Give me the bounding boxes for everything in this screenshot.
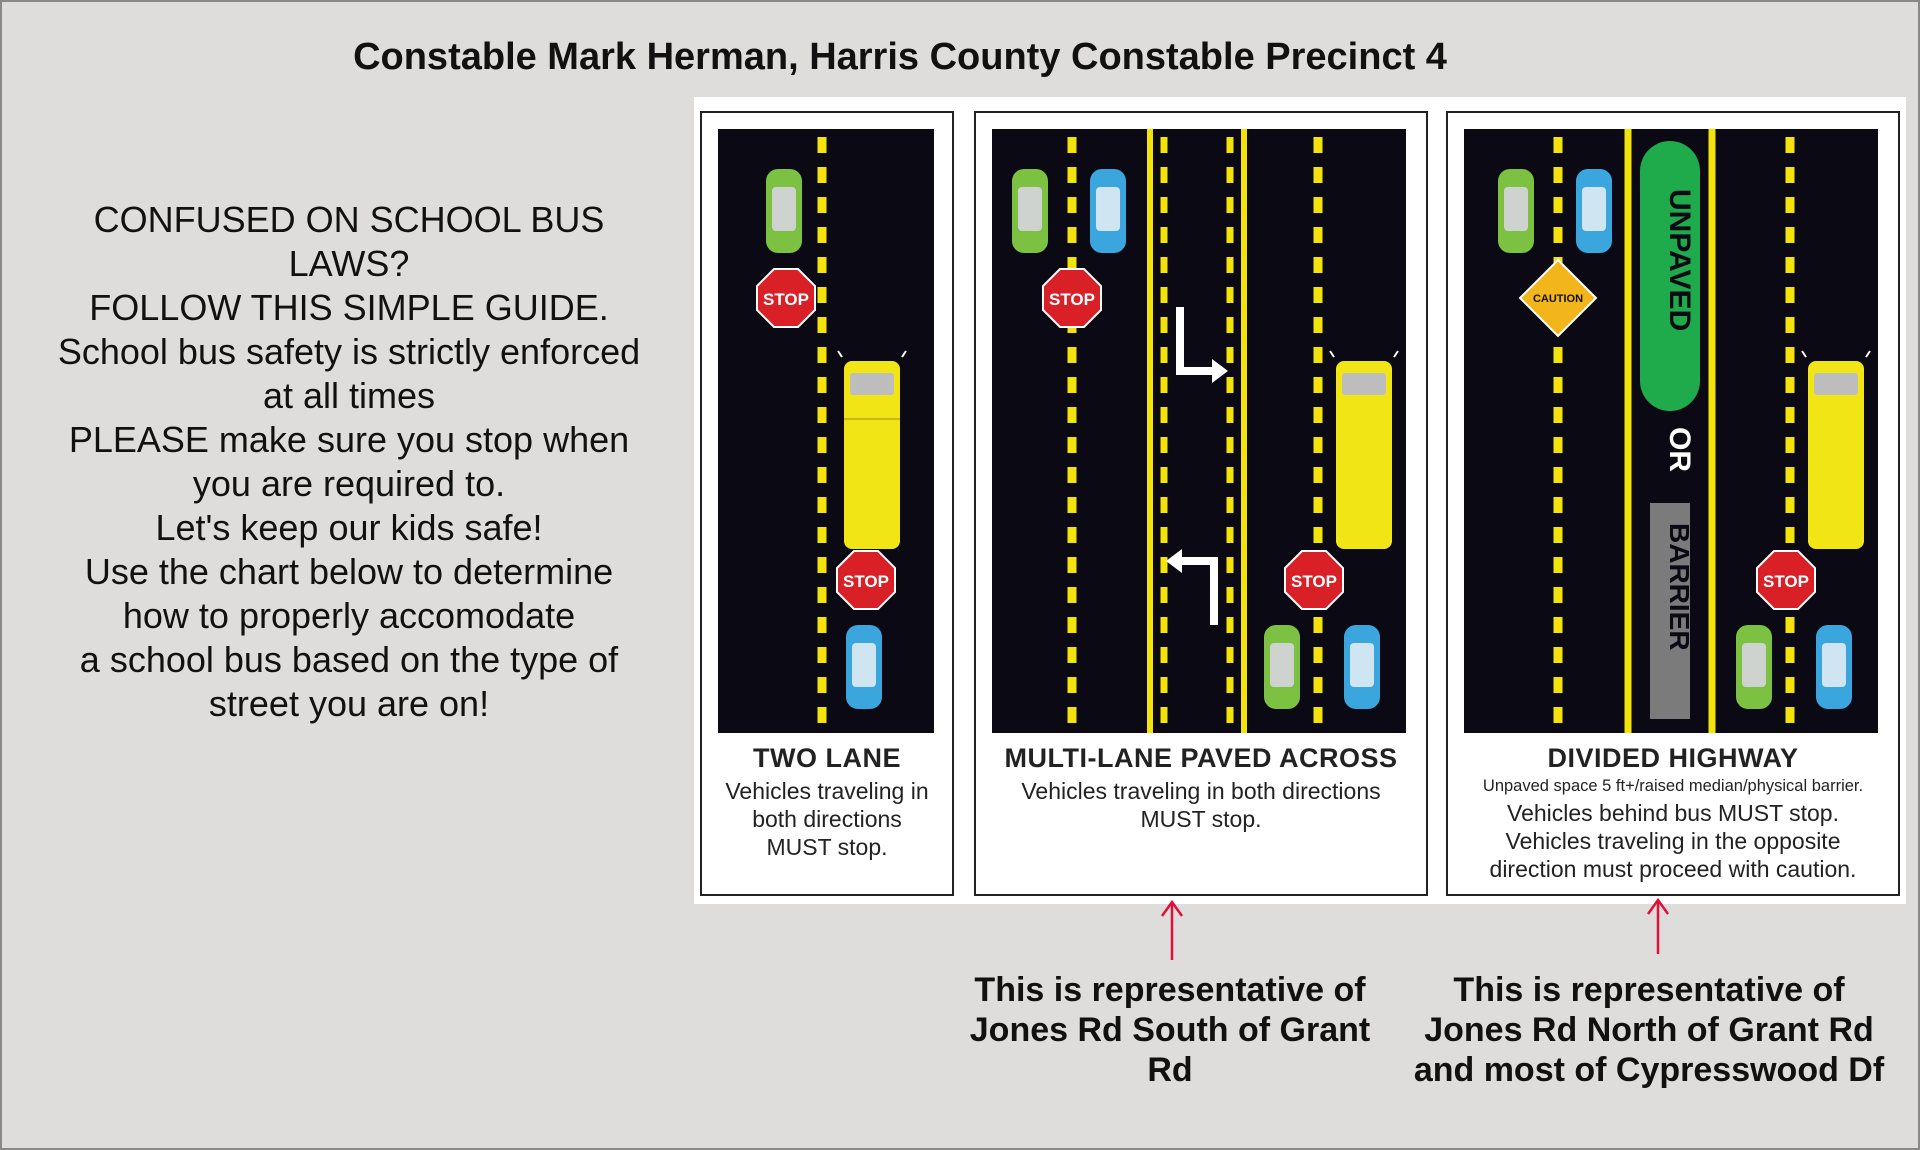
school-bus-infographic bbox=[694, 97, 1906, 904]
note-line: This is representative of bbox=[974, 971, 1366, 1009]
note-jones-rd-north bbox=[1396, 970, 1902, 1090]
blue-car-icon bbox=[846, 625, 882, 709]
barrier-median bbox=[1650, 503, 1695, 719]
stop-sign-icon bbox=[1757, 551, 1815, 609]
panel-description bbox=[1448, 799, 1898, 883]
stop-sign-label: STOP bbox=[1763, 572, 1809, 591]
or-label: OR bbox=[1663, 427, 1696, 472]
blue-car-icon bbox=[1576, 169, 1612, 253]
description-line: Vehicles traveling in bbox=[725, 778, 929, 804]
panel-divided-highway bbox=[1446, 111, 1900, 896]
note-jones-rd-south bbox=[950, 970, 1390, 1090]
caution-sign-label: CAUTION bbox=[1532, 293, 1584, 305]
intro-line: at all times bbox=[262, 375, 436, 416]
panel-title: TWO LANE bbox=[753, 743, 901, 773]
barrier-label: BARRIER bbox=[1664, 523, 1695, 651]
intro-text bbox=[20, 198, 678, 726]
panel-title: MULTI-LANE PAVED ACROSS bbox=[1004, 743, 1398, 773]
stop-sign-label: STOP bbox=[843, 572, 889, 591]
panel-title: DIVIDED HIGHWAY bbox=[1547, 743, 1799, 773]
divided-highway-road-illustration bbox=[1464, 129, 1878, 733]
green-car-icon bbox=[1264, 625, 1300, 709]
description-line: Vehicles behind bus MUST stop. bbox=[1507, 800, 1839, 826]
school-bus-icon bbox=[1802, 351, 1870, 549]
stop-sign-label: STOP bbox=[1291, 572, 1337, 591]
description-line: Vehicles traveling in the opposite bbox=[1505, 828, 1841, 854]
note-line: Rd bbox=[1147, 1051, 1193, 1089]
intro-line: LAWS? bbox=[288, 243, 410, 284]
intro-line: a school bus based on the type of bbox=[79, 639, 619, 680]
intro-line: how to properly accomodate bbox=[122, 595, 576, 636]
two-lane-road-illustration bbox=[718, 129, 934, 733]
blue-car-icon bbox=[1816, 625, 1852, 709]
green-car-icon bbox=[1012, 169, 1048, 253]
school-bus-icon bbox=[1330, 351, 1398, 549]
panel-description bbox=[702, 777, 952, 861]
page-title: Constable Mark Herman, Harris County Constable Precinct 4 bbox=[353, 36, 1447, 78]
stop-sign-icon bbox=[1043, 269, 1101, 327]
road-surface bbox=[718, 129, 934, 733]
panel-subtitle: Unpaved space 5 ft+/raised median/physical barrier. bbox=[1482, 777, 1864, 795]
intro-line: FOLLOW THIS SIMPLE GUIDE. bbox=[89, 287, 609, 328]
stop-sign-icon bbox=[757, 269, 815, 327]
green-car-icon bbox=[1498, 169, 1534, 253]
description-line: direction must proceed with caution. bbox=[1489, 856, 1857, 882]
stop-sign-icon bbox=[837, 551, 895, 609]
unpaved-median bbox=[1640, 141, 1700, 411]
stop-sign-label: STOP bbox=[763, 290, 809, 309]
description-line: Vehicles traveling in both directions bbox=[1021, 778, 1381, 804]
school-bus-icon bbox=[838, 351, 906, 549]
panel-multi-lane bbox=[974, 111, 1428, 896]
intro-line: Let's keep our kids safe! bbox=[155, 507, 543, 548]
panel-two-lane bbox=[700, 111, 954, 896]
description-line: both directions bbox=[752, 806, 902, 832]
note-line: This is representative of bbox=[1453, 971, 1845, 1009]
intro-line: street you are on! bbox=[208, 683, 490, 724]
intro-line: School bus safety is strictly enforced bbox=[57, 331, 641, 372]
intro-line: you are required to. bbox=[192, 463, 506, 504]
blue-car-icon bbox=[1090, 169, 1126, 253]
arrow-up-icon bbox=[1646, 896, 1670, 956]
arrow-up-icon bbox=[1160, 898, 1184, 962]
intro-line: Use the chart below to determine bbox=[84, 551, 614, 592]
multi-lane-road-illustration bbox=[992, 129, 1406, 733]
description-line: MUST stop. bbox=[766, 834, 888, 860]
green-car-icon bbox=[1736, 625, 1772, 709]
description-line: MUST stop. bbox=[1140, 806, 1262, 832]
green-car-icon bbox=[766, 169, 802, 253]
intro-line: CONFUSED ON SCHOOL BUS bbox=[93, 199, 605, 240]
intro-line: PLEASE make sure you stop when bbox=[68, 419, 630, 460]
note-line: and most of Cypresswood Df bbox=[1413, 1051, 1885, 1089]
blue-car-icon bbox=[1344, 625, 1380, 709]
unpaved-label: UNPAVED bbox=[1663, 189, 1696, 332]
panel-description bbox=[976, 777, 1426, 833]
note-line: Jones Rd South of Grant bbox=[969, 1011, 1371, 1049]
stop-sign-icon bbox=[1285, 551, 1343, 609]
stop-sign-label: STOP bbox=[1049, 290, 1095, 309]
note-line: Jones Rd North of Grant Rd bbox=[1424, 1011, 1874, 1049]
